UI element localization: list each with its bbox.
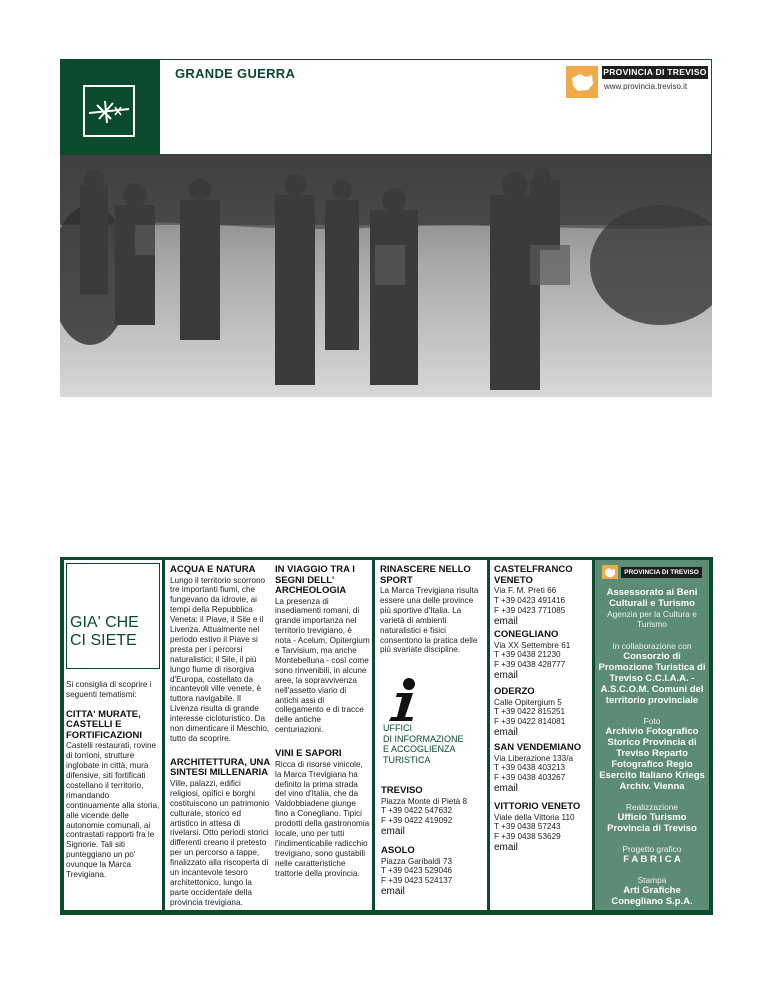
- credits-block: [598, 565, 706, 907]
- office-vittorio-veneto: [494, 802, 592, 854]
- province-logo-icon: [566, 66, 598, 98]
- assessorato: Assessorato ai Beni Culturali e Turismo: [606, 587, 698, 609]
- office-address: Piazza Monte di Pietà 8: [381, 796, 468, 806]
- viaggio-block: [275, 565, 370, 879]
- office-address: Calle Opitergium 5: [494, 697, 562, 707]
- office-fax: F +39 0422 419092: [381, 816, 453, 826]
- office-address: Viale della Vittoria 110: [494, 812, 575, 822]
- office-email-link[interactable]: email: [494, 727, 518, 739]
- office-treviso: [381, 786, 485, 838]
- fortifications-text: Castelli restaurati, rovine di torrioni, strutture inglobate in città, mura difensive, siti fortificati costellano il territorio, rimandando continuamente alla storia, alle vicende delle autonomie comunali, ai contrastati rapporti fra le Signorie. Tali siti punteggiano un po' ovunque la Marca Trevigiana.: [66, 741, 160, 880]
- province-logo-small-icon: [602, 565, 618, 579]
- office-name: TREVISO: [381, 785, 423, 796]
- office-email-link[interactable]: email: [494, 615, 518, 627]
- office-tel: T +39 0423 491416: [494, 595, 566, 605]
- office-address: Piazza Garibaldi 73: [381, 856, 452, 866]
- vini-heading: VINI E SAPORI: [275, 748, 342, 760]
- info-office-box: [379, 673, 483, 773]
- acqua-block: [170, 565, 270, 908]
- office-name: CASTELFRANCO VENETO: [494, 564, 573, 586]
- office-oderzo: [494, 687, 592, 739]
- grafico-label: Progetto grafico: [622, 844, 682, 854]
- office-fax: F +39 0423 524137: [381, 876, 453, 886]
- collab-label: In collaborazione con: [612, 641, 692, 651]
- stampa-text: Arti Grafiche Conegliano S.p.A.: [611, 885, 693, 907]
- office-tel: T +39 0423 529046: [381, 866, 453, 876]
- info-line-2: DI INFORMAZIONE: [383, 733, 464, 744]
- office-san-vendemiano: [494, 743, 592, 795]
- gia-che-ci-siete-text: [70, 614, 139, 650]
- sport-block: [380, 565, 484, 655]
- viaggio-heading: IN VIAGGIO TRA I SEGNI DELL' ARCHEOLOGIA: [275, 564, 355, 596]
- office-tel: T +39 0438 21230: [494, 650, 561, 660]
- realizzazione-text: Ufficio Turismo Provincia di Treviso: [607, 812, 697, 834]
- logo-line-2: CI SIETE: [70, 632, 137, 649]
- office-asolo: [381, 846, 485, 898]
- agenzia: Agenzia per la Cultura e Turismo: [607, 609, 697, 629]
- office-tel: T +39 0422 547632: [381, 806, 453, 816]
- page-title: GRANDE GUERRA: [175, 66, 296, 81]
- realizzazione-label: Realizzazione: [625, 802, 679, 812]
- sport-heading: RINASCERE NELLO SPORT: [380, 564, 471, 586]
- office-tel: T +39 0438 403213: [494, 763, 566, 773]
- collab-text: Consorzio di Promozione Turistica di Treviso C.C.I.A.A. - A.S.C.O.M. Comuni del territorio provinciale: [598, 651, 706, 706]
- foto-text: Archivio Fotografico Storico Provincia di Treviso Reparto Fotografico Regio Esercito Italiano Kriegs Archiv. Vienna: [599, 726, 705, 792]
- office-castelfranco: [494, 565, 592, 628]
- vini-text: Ricca di risorse vinicole, la Marca Trevigiana ha definito la prima strada del vino d'Italia, che da Valdobbiadene giunge fino a Conegliano. Tipici prodotti della gastronomia locale, uno per tutti l'indimenticabile radicchio trevigiano, sono gustabili nelle caratteristiche trattorie della provincia.: [275, 759, 370, 878]
- info-line-1: UFFICI: [383, 723, 412, 733]
- architettura-text: Ville, palazzi, edifici religiosi, opifici e borghi costituiscono un patrimonio culturale, storico ed artistico in attesa di rivelarsi. Otto periodi storici differenti creano il pretesto per un percorso a tappe, finalizzato alla riscoperta di un incantevole tesoro architettonico, lungo la parte occidentale della provincia trevigiana.: [170, 778, 270, 907]
- info-line-4: TURISTICA: [383, 754, 431, 765]
- office-fax: F +39 0438 403267: [494, 773, 566, 783]
- info-i-icon: [383, 677, 423, 721]
- office-name: ODERZO: [494, 686, 535, 697]
- stampa-label: Stampa: [637, 875, 667, 885]
- office-tel: T +39 0422 815251: [494, 707, 566, 717]
- office-email-link[interactable]: email: [494, 783, 518, 795]
- office-fax: F +39 0423 771085: [494, 605, 566, 615]
- province-badge: PROVINCIA DI TREVISO: [603, 67, 707, 77]
- office-conegliano: [494, 630, 592, 682]
- acqua-text: Lungo il territorio scorrono tre importanti fiumi, che fungevano da idrovie, ai tempi della Repubblica Veneta: il Piave, il Sile e il Livenza. Attualmente nel periodo estivo il Piave si presta per i percorsi naturalistici; il Sile, il più lungo fiume di risorgiva d'Europa, costellato da incantevoli ville venete, è tuttora navigabile. Il Livenza risulta di grande interesse cicloturistico. Da non dimenticare il Meschio, tutto da scoprire.: [170, 575, 270, 743]
- logo-line-1: GIA' CHE: [70, 614, 139, 631]
- office-address: Via F. M. Preti 66: [494, 586, 557, 595]
- office-fax: F +39 0438 428777: [494, 660, 566, 670]
- office-email-link[interactable]: email: [381, 886, 405, 898]
- architettura-heading: ARCHITETTURA, UNA SINTESI MILLENARIA: [170, 756, 270, 779]
- credits-logo-row: [598, 565, 706, 579]
- intro-text: Si consiglia di scoprire i seguenti tematismi:: [66, 680, 152, 699]
- province-url[interactable]: www.provincia.treviso.it: [604, 82, 688, 91]
- office-tel: T +39 0438 57243: [494, 822, 561, 832]
- foto-label: Foto: [643, 716, 661, 726]
- office-name: SAN VENDEMIANO: [494, 742, 582, 753]
- office-name: VITTORIO VENETO: [494, 801, 581, 812]
- viaggio-text: La presenza di insediamenti romani, di grande importanza nel territorio trevigiano, è nota - Acelum, Opitergium e Tarvisium, ma anche Montebelluna - così come sono rinvenibili, in alcune aree, la sopravvivenza nell'assetto viario di antichi assi di collegamento e di tracce delle antiche centuriazioni.: [275, 596, 370, 735]
- info-line-3: E ACCOGLIENZA: [383, 744, 456, 754]
- credits-badge: PROVINCIA DI TREVISO: [621, 567, 702, 578]
- office-email-link[interactable]: email: [494, 842, 518, 854]
- office-fax: F +39 0422 814081: [494, 717, 566, 727]
- office-name: CONEGLIANO: [494, 629, 559, 640]
- office-address: Via Liberazione 133/a: [494, 753, 574, 763]
- grafico-text: F A B R I C A: [623, 854, 681, 865]
- office-name: ASOLO: [381, 845, 415, 856]
- acqua-heading: ACQUA E NATURA: [170, 564, 256, 575]
- soldiers-photo: [60, 155, 712, 397]
- office-email-link[interactable]: email: [381, 826, 405, 838]
- fortifications-heading: CITTA' MURATE, CASTELLI E FORTIFICAZIONI: [66, 708, 142, 741]
- sport-text: La Marca Trevigiana risulta essere una delle province più sportive d'Italia. La varietà di ambienti naturalistici e fisici consentono la pratica delle più svariate discipline.: [380, 586, 479, 655]
- info-office-label: [383, 723, 464, 765]
- office-fax: F +39 0438 53629: [494, 832, 561, 842]
- intro-block: [66, 680, 160, 880]
- office-email-link[interactable]: email: [494, 670, 518, 682]
- barbed-wire-icon: [83, 85, 135, 137]
- office-address: Via XX Settembre 61: [494, 640, 571, 650]
